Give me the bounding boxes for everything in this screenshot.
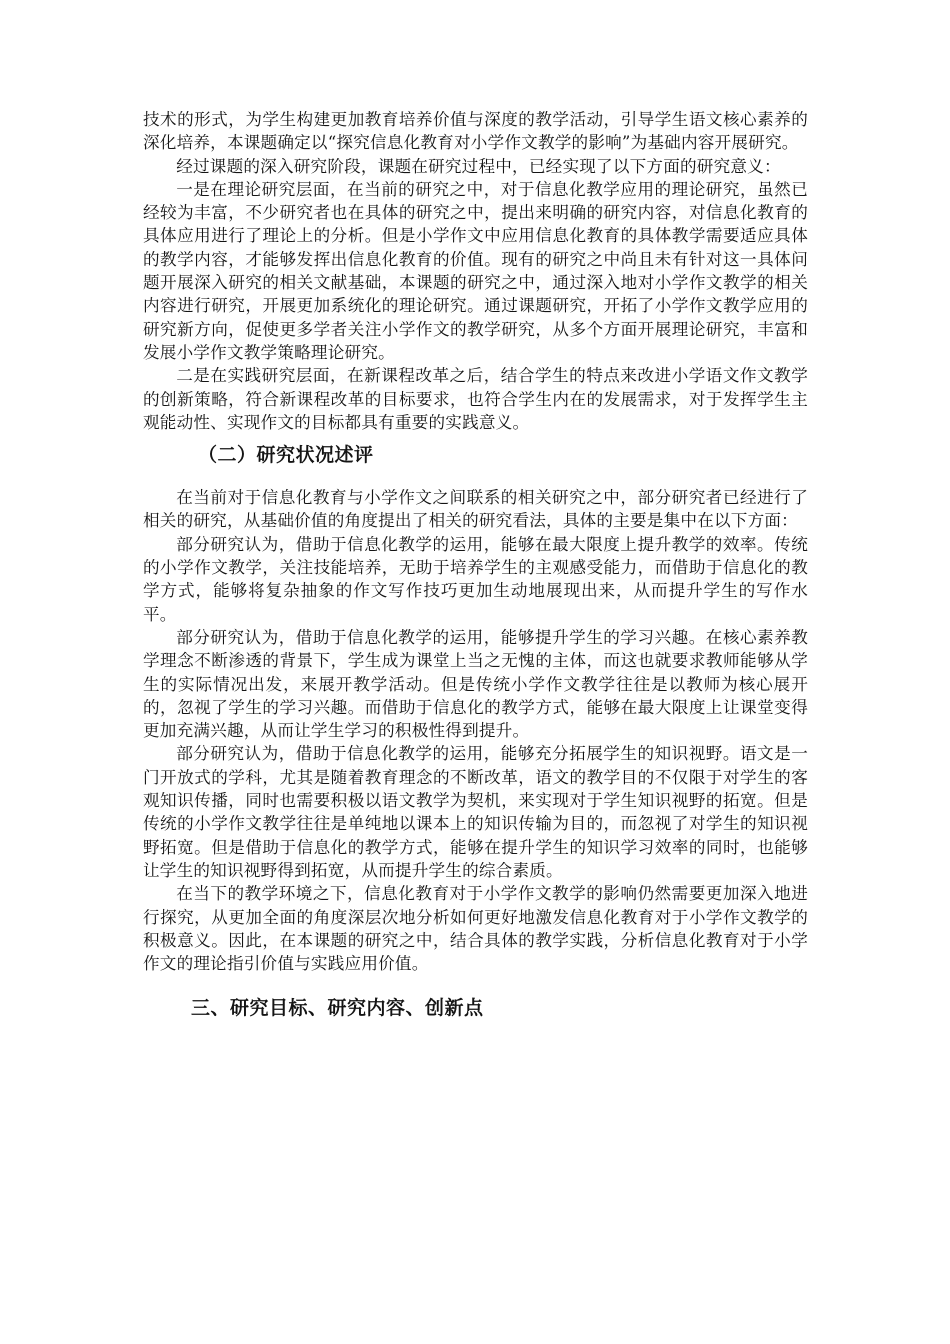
section-heading-review: （二）研究状况述评: [198, 444, 374, 467]
paragraph-review-intro: 在当前对于信息化教育与小学作文之间联系的相关研究之中，部分研究者已经进行了相关的研究，从基础价值的角度提出了相关的研究看法，具体的主要是集中在以下方面：: [143, 488, 808, 531]
paragraph-intro-continued: 技术的形式，为学生构建更加教育培养价值与深度的教学活动，引导学生语文核心素养的深化培养，本课题确定以“探究信息化教育对小学作文教学的影响”为基础内容开展研究。: [143, 110, 808, 153]
paragraph-theory-significance: 一是在理论研究层面，在当前的研究之中，对于信息化教学应用的理论研究，虽然已经较为丰富，不少研究者也在具体的研究之中，提出来明确的研究内容，对信息化教育的具体应用进行了理论上的分析。但是小学作文中应用信息化教育的具体教学需要适应具体的教学内容，才能够发挥出信息化教育的价值。现有的研究之中尚且未有针对这一具体问题开展深入研究的相关文献基础，本课题的研究之中，通过深入地对小学作文教学的相关内容进行研究，开展更加系统化的理论研究。通过课题研究，开拓了小学作文教学应用的研究新方向，促使更多学者关注小学作文的教学研究，从多个方面开展理论研究，丰富和发展小学作文教学策略理论研究。: [143, 179, 808, 362]
section-heading-goals: 三、研究目标、研究内容、创新点: [191, 997, 484, 1020]
document-page: [143, 108, 808, 1023]
paragraph-practice-significance: 二是在实践研究层面，在新课程改革之后，结合学生的特点来改进小学语文作文教学的创新策略，符合新课程改革的目标要求，也符合学生内在的发展需求，对于发挥学生主观能动性、实现作文的目标都具有重要的实践意义。: [143, 366, 808, 432]
paragraph-view-efficiency: 部分研究认为，借助于信息化教学的运用，能够在最大限度上提升教学的效率。传统的小学作文教学，关注技能培养，无助于培养学生的主观感受能力，而借助于信息化的教学方式，能够将复杂抽象的作文写作技巧更加生动地展现出来，从而提升学生的写作水平。: [143, 534, 808, 624]
spacer: [143, 470, 808, 486]
paragraph-conclusion: 在当下的教学环境之下，信息化教育对于小学作文教学的影响仍然需要更加深入地进行探究，从更加全面的角度深层次地分析如何更好地激发信息化教育对于小学作文教学的积极意义。因此，在本课题的研究之中，结合具体的教学实践，分析信息化教育对于小学作文的理论指引价值与实践应用价值。: [143, 884, 808, 974]
paragraph-view-interest: 部分研究认为，借助于信息化教学的运用，能够提升学生的学习兴趣。在核心素养教学理念不断渗透的背景下，学生成为课堂上当之无愧的主体，而这也就要求教师能够从学生的实际情况出发，来展开教学活动。但是传统小学作文教学往往是以教师为核心展开的，忽视了学生的学习兴趣。而借助于信息化的教学方式，能够在最大限度上让课堂变得更加充满兴趣，从而让学生学习的积极性得到提升。: [143, 627, 808, 741]
spacer: [143, 975, 808, 993]
paragraph-significance-intro: 经过课题的深入研究阶段，课题在研究过程中，已经实现了以下方面的研究意义：: [176, 156, 781, 176]
paragraph-view-knowledge: 部分研究认为，借助于信息化教学的运用，能够充分拓展学生的知识视野。语文是一门开放式的学科，尤其是随着教育理念的不断改革，语文的教学目的不仅限于对学生的客观知识传播，同时也需要积极以语文教学为契机，来实现对于学生知识视野的拓宽。但是传统的小学作文教学往往是单纯地以课本上的知识传输为目的，而忽视了对学生的知识视野拓宽。但是借助于信息化的教学方式，能够在提升学生的知识学习效率的同时，也能够让学生的知识视野得到拓宽，从而提升学生的综合素质。: [143, 744, 808, 880]
